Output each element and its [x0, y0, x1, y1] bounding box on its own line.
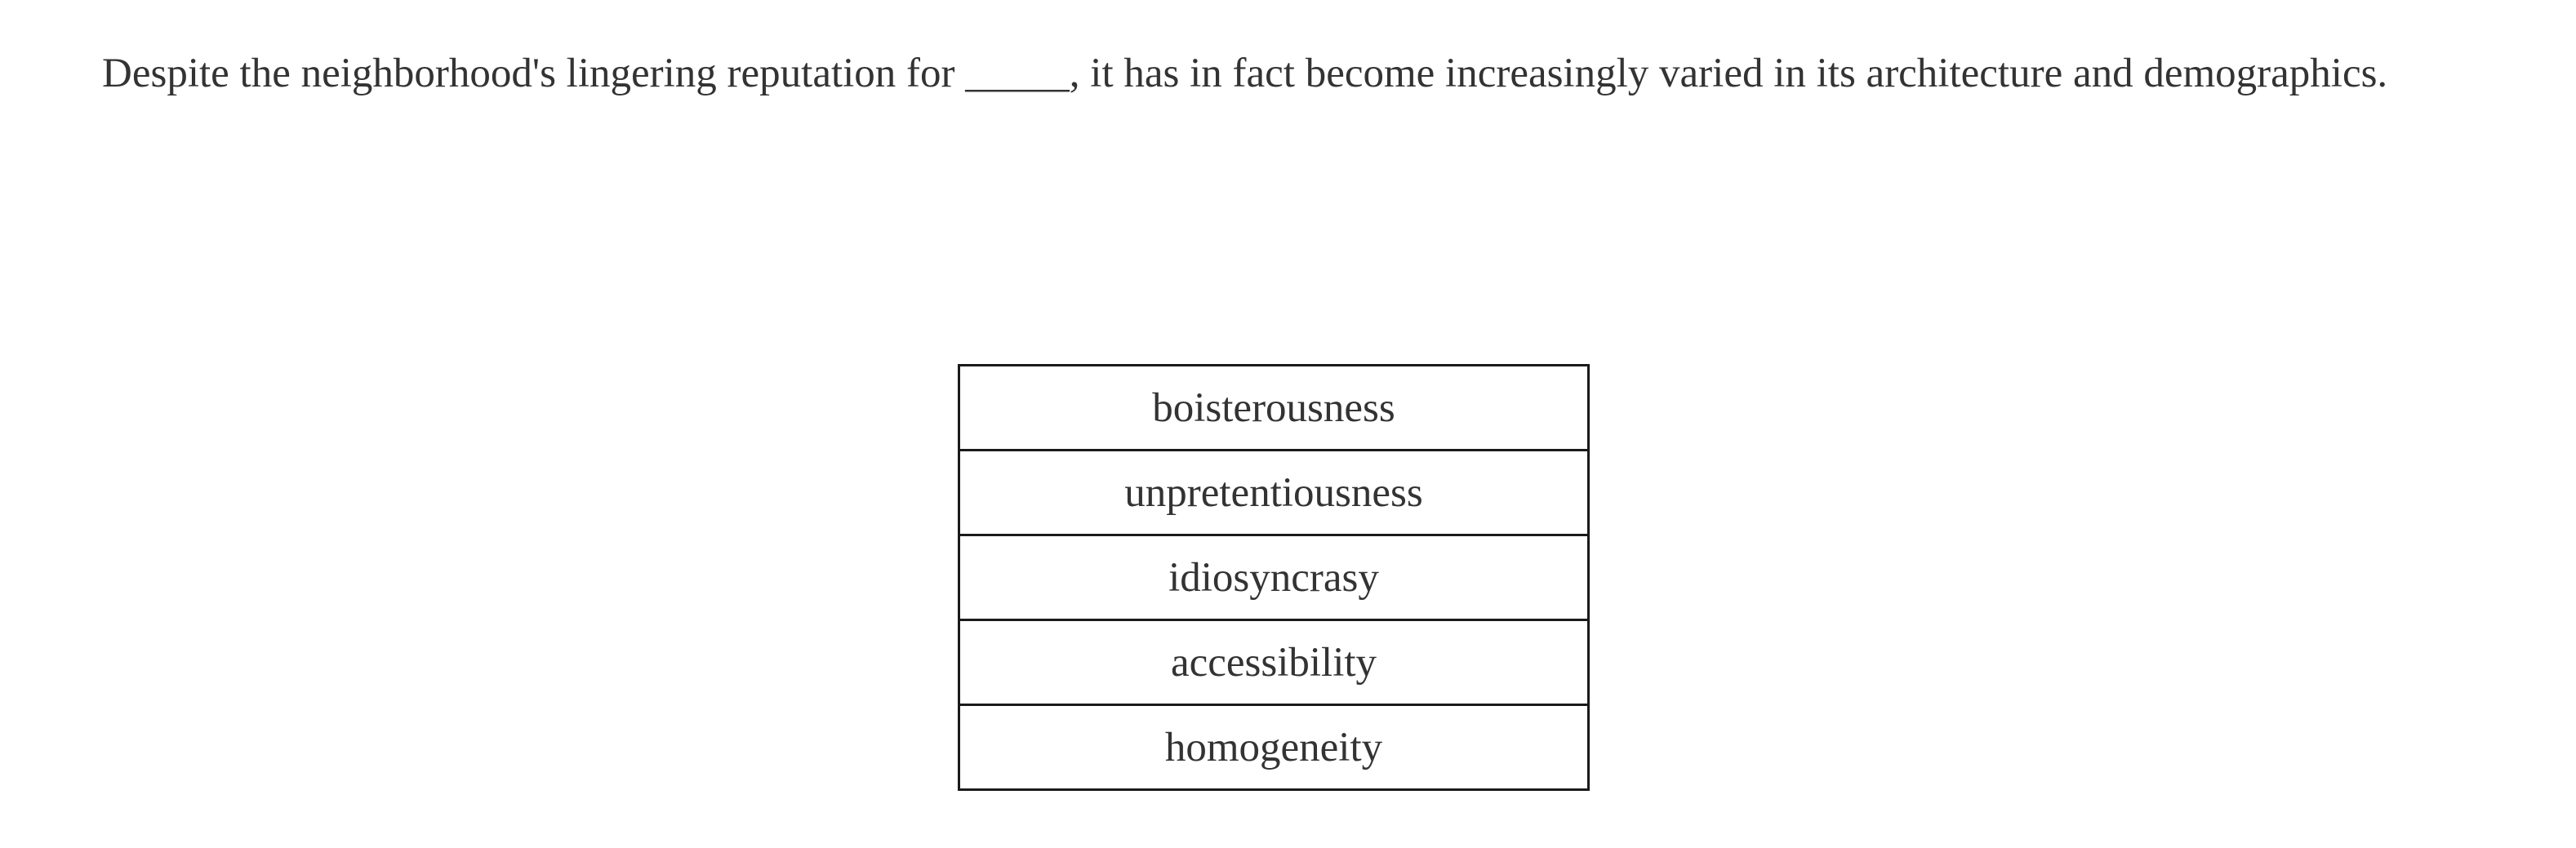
answer-choice-accessibility[interactable]: accessibility	[959, 620, 1589, 705]
answer-choice-unpretentiousness[interactable]: unpretentiousness	[959, 451, 1589, 535]
answer-choices-table	[958, 364, 1590, 791]
answer-choice-idiosyncrasy[interactable]: idiosyncrasy	[959, 535, 1589, 620]
answer-choice-row	[959, 535, 1589, 620]
answer-choice-row	[959, 705, 1589, 790]
question-text	[102, 42, 2388, 104]
question-text-before-blank: Despite the neighborhood's lingering reputation for	[102, 51, 966, 96]
question-text-after-blank: , it has in fact become increasingly varied in its architecture and demographics.	[1069, 51, 2388, 96]
answer-choice-boisterousness[interactable]: boisterousness	[959, 366, 1589, 451]
answer-choice-homogeneity[interactable]: homogeneity	[959, 705, 1589, 790]
answer-choice-row	[959, 451, 1589, 535]
answer-blank: _____	[965, 51, 1070, 96]
answer-choice-row	[959, 620, 1589, 705]
answer-choice-row	[959, 366, 1589, 451]
